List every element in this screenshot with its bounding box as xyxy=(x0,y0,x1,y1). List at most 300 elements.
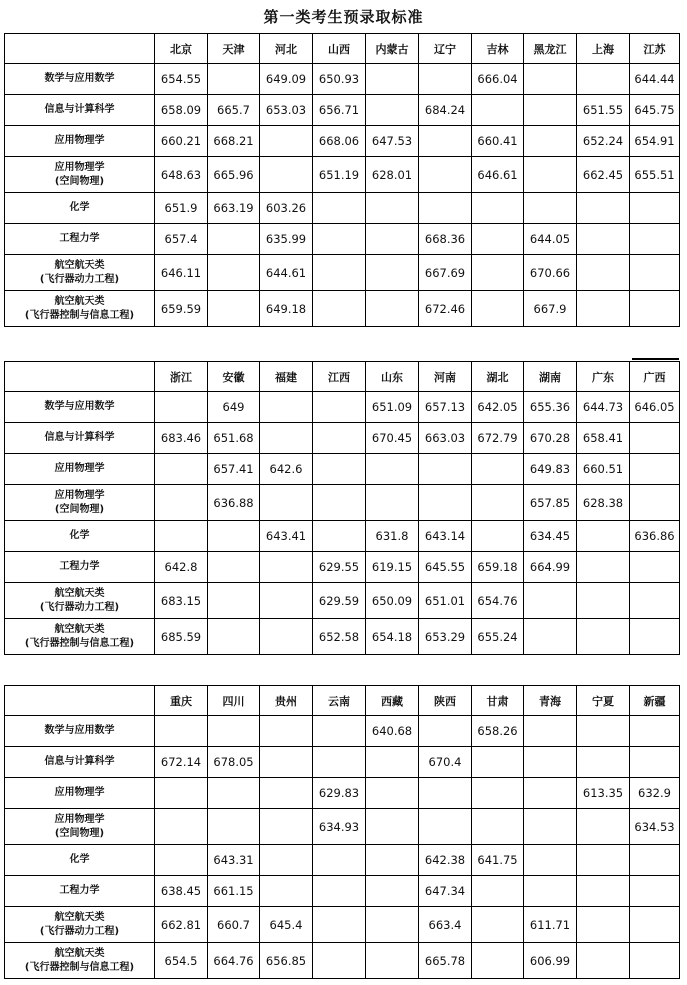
subject-label xyxy=(5,224,155,255)
score-cell: 631.8 xyxy=(366,521,419,552)
province-header: 宁夏 xyxy=(577,686,630,716)
score-cell xyxy=(155,454,208,485)
score-cell: 629.59 xyxy=(313,583,366,619)
score-cell xyxy=(260,845,313,876)
subject-name: 航空航天类 xyxy=(54,911,105,923)
subject-label xyxy=(5,423,155,454)
score-cell xyxy=(313,291,366,327)
subject-name: 应用物理学 xyxy=(54,161,105,173)
score-cell xyxy=(630,224,680,255)
province-header: 陕西 xyxy=(419,686,472,716)
province-header: 上海 xyxy=(577,34,630,64)
subject-label xyxy=(5,255,155,291)
score-cell xyxy=(313,255,366,291)
score-cell: 664.76 xyxy=(208,943,260,979)
score-cell: 656.85 xyxy=(260,943,313,979)
subject-detail: (飞行器动力工程) xyxy=(39,601,120,613)
subject-name: 化学 xyxy=(69,854,90,865)
subject-name: 航空航天类 xyxy=(54,259,105,271)
province-header: 四川 xyxy=(208,686,260,716)
score-cell: 657.13 xyxy=(419,392,472,423)
province-header: 天津 xyxy=(208,34,260,64)
score-cell xyxy=(260,552,313,583)
score-cell: 634.53 xyxy=(630,809,680,845)
score-cell: 642.8 xyxy=(155,552,208,583)
score-cell xyxy=(313,392,366,423)
score-cell: 651.09 xyxy=(366,392,419,423)
score-cell: 651.9 xyxy=(155,193,208,224)
score-cell xyxy=(260,583,313,619)
score-cell xyxy=(524,126,577,157)
score-cell xyxy=(577,809,630,845)
table-row xyxy=(5,454,680,485)
score-cell: 649 xyxy=(208,392,260,423)
score-cell xyxy=(366,907,419,943)
province-header: 湖南 xyxy=(524,362,577,392)
score-cell xyxy=(155,485,208,521)
score-cell: 660.21 xyxy=(155,126,208,157)
score-cell xyxy=(419,716,472,747)
score-cell: 678.05 xyxy=(208,747,260,778)
score-cell: 672.14 xyxy=(155,747,208,778)
score-cell: 651.01 xyxy=(419,583,472,619)
score-cell xyxy=(524,876,577,907)
province-header: 山东 xyxy=(366,362,419,392)
score-cell xyxy=(260,423,313,454)
subject-name: 应用物理学 xyxy=(54,135,105,146)
province-header: 河南 xyxy=(419,362,472,392)
subject-label xyxy=(5,392,155,423)
score-cell xyxy=(366,876,419,907)
score-cell xyxy=(208,291,260,327)
score-cell: 665.96 xyxy=(208,157,260,193)
score-cell: 636.88 xyxy=(208,485,260,521)
score-cell: 611.71 xyxy=(524,907,577,943)
score-cell xyxy=(419,126,472,157)
score-cell: 658.26 xyxy=(472,716,524,747)
score-cell xyxy=(260,876,313,907)
score-cell: 642.38 xyxy=(419,845,472,876)
score-cell xyxy=(313,716,366,747)
score-cell xyxy=(313,943,366,979)
subject-label xyxy=(5,95,155,126)
score-cell xyxy=(366,64,419,95)
province-header: 山西 xyxy=(313,34,366,64)
header-row xyxy=(5,362,680,392)
score-cell xyxy=(472,943,524,979)
table-row xyxy=(5,95,680,126)
score-cell: 683.15 xyxy=(155,583,208,619)
subject-label xyxy=(5,747,155,778)
province-header: 福建 xyxy=(260,362,313,392)
score-cell xyxy=(577,193,630,224)
subject-name: 信息与计算科学 xyxy=(44,104,115,115)
score-cell: 662.45 xyxy=(577,157,630,193)
score-cell xyxy=(313,845,366,876)
score-cell: 672.46 xyxy=(419,291,472,327)
score-cell: 672.79 xyxy=(472,423,524,454)
score-cell xyxy=(630,876,680,907)
score-cell xyxy=(313,454,366,485)
score-cell xyxy=(313,485,366,521)
score-cell: 643.14 xyxy=(419,521,472,552)
province-header: 北京 xyxy=(155,34,208,64)
subject-label xyxy=(5,809,155,845)
province-header: 吉林 xyxy=(472,34,524,64)
province-header: 江西 xyxy=(313,362,366,392)
subject-name: 应用物理学 xyxy=(54,787,105,798)
score-cell: 649.18 xyxy=(260,291,313,327)
score-cell: 644.05 xyxy=(524,224,577,255)
subject-name: 信息与计算科学 xyxy=(44,756,115,767)
score-cell xyxy=(524,64,577,95)
province-header: 河北 xyxy=(260,34,313,64)
page-title: 第一类考生预录取标准 xyxy=(263,8,424,26)
subject-name: 应用物理学 xyxy=(54,463,105,474)
score-cell xyxy=(313,423,366,454)
score-cell xyxy=(313,747,366,778)
province-header: 江苏 xyxy=(630,34,680,64)
subject-label xyxy=(5,521,155,552)
score-cell: 683.46 xyxy=(155,423,208,454)
subject-label xyxy=(5,454,155,485)
score-cell xyxy=(208,64,260,95)
score-cell: 613.35 xyxy=(577,778,630,809)
subject-name: 数学与应用数学 xyxy=(44,401,115,412)
table-row xyxy=(5,423,680,454)
province-header: 辽宁 xyxy=(419,34,472,64)
score-cell xyxy=(419,809,472,845)
subject-name: 应用物理学 xyxy=(54,813,105,825)
score-cell xyxy=(260,392,313,423)
score-cell xyxy=(366,193,419,224)
score-cell: 654.76 xyxy=(472,583,524,619)
score-cell: 684.24 xyxy=(419,95,472,126)
score-cell xyxy=(577,521,630,552)
table-row xyxy=(5,619,680,655)
province-header: 甘肃 xyxy=(472,686,524,716)
table-row xyxy=(5,778,680,809)
score-cell xyxy=(260,485,313,521)
score-cell xyxy=(524,809,577,845)
score-cell xyxy=(630,845,680,876)
score-cell: 648.63 xyxy=(155,157,208,193)
score-cell xyxy=(419,454,472,485)
score-cell xyxy=(155,392,208,423)
subject-label xyxy=(5,943,155,979)
score-cell: 651.55 xyxy=(577,95,630,126)
score-cell xyxy=(419,193,472,224)
score-cell xyxy=(366,95,419,126)
score-cell: 635.99 xyxy=(260,224,313,255)
province-header: 云南 xyxy=(313,686,366,716)
score-cell: 644.61 xyxy=(260,255,313,291)
score-cell: 654.5 xyxy=(155,943,208,979)
score-cell xyxy=(208,778,260,809)
score-cell: 663.19 xyxy=(208,193,260,224)
score-cell: 629.55 xyxy=(313,552,366,583)
score-cell: 652.58 xyxy=(313,619,366,655)
score-cell: 656.71 xyxy=(313,95,366,126)
score-cell: 666.04 xyxy=(472,64,524,95)
table-row xyxy=(5,157,680,193)
table-row xyxy=(5,224,680,255)
score-cell xyxy=(260,126,313,157)
subject-label xyxy=(5,716,155,747)
province-header: 西藏 xyxy=(366,686,419,716)
table-row xyxy=(5,907,680,943)
table-top-divider xyxy=(632,358,679,360)
score-cell: 619.15 xyxy=(366,552,419,583)
score-cell xyxy=(366,224,419,255)
table-row xyxy=(5,552,680,583)
score-cell xyxy=(577,747,630,778)
score-cell xyxy=(524,778,577,809)
table-row xyxy=(5,809,680,845)
score-cell xyxy=(524,95,577,126)
score-cell: 665.78 xyxy=(419,943,472,979)
score-cell xyxy=(472,95,524,126)
score-cell xyxy=(630,619,680,655)
score-cell xyxy=(524,747,577,778)
score-cell xyxy=(155,716,208,747)
score-cell xyxy=(524,716,577,747)
score-cell xyxy=(630,255,680,291)
score-cell: 662.81 xyxy=(155,907,208,943)
score-cell xyxy=(472,485,524,521)
score-cell xyxy=(366,255,419,291)
table-row xyxy=(5,193,680,224)
score-cell xyxy=(472,809,524,845)
score-cell xyxy=(472,255,524,291)
score-cell xyxy=(524,193,577,224)
subject-name: 工程力学 xyxy=(59,233,100,244)
header-row xyxy=(5,686,680,716)
province-header: 浙江 xyxy=(155,362,208,392)
score-cell xyxy=(419,157,472,193)
subject-name: 应用物理学 xyxy=(54,489,105,501)
score-cell: 685.59 xyxy=(155,619,208,655)
score-cell xyxy=(155,521,208,552)
score-cell: 650.09 xyxy=(366,583,419,619)
subject-label xyxy=(5,126,155,157)
score-cell: 670.66 xyxy=(524,255,577,291)
score-cell xyxy=(630,716,680,747)
province-header: 广东 xyxy=(577,362,630,392)
score-cell: 647.34 xyxy=(419,876,472,907)
table-row xyxy=(5,255,680,291)
score-table-1 xyxy=(4,33,680,327)
score-cell: 650.93 xyxy=(313,64,366,95)
subject-label xyxy=(5,619,155,655)
score-cell: 643.31 xyxy=(208,845,260,876)
subject-detail: (飞行器控制与信息工程) xyxy=(24,961,135,973)
score-cell xyxy=(419,485,472,521)
corner-cell xyxy=(5,686,155,716)
table-row xyxy=(5,876,680,907)
subject-detail: (空间物理) xyxy=(54,175,105,187)
score-cell xyxy=(630,423,680,454)
score-cell xyxy=(630,291,680,327)
province-header: 安徽 xyxy=(208,362,260,392)
subject-name: 航空航天类 xyxy=(54,947,105,959)
score-cell xyxy=(577,583,630,619)
score-cell xyxy=(472,521,524,552)
score-cell xyxy=(630,943,680,979)
score-cell xyxy=(472,454,524,485)
score-cell: 645.55 xyxy=(419,552,472,583)
table-row xyxy=(5,485,680,521)
table-row xyxy=(5,716,680,747)
score-cell xyxy=(524,157,577,193)
score-cell xyxy=(366,778,419,809)
subject-label xyxy=(5,157,155,193)
score-cell: 657.4 xyxy=(155,224,208,255)
score-cell: 636.86 xyxy=(630,521,680,552)
score-cell xyxy=(524,845,577,876)
score-cell xyxy=(313,521,366,552)
subject-detail: (空间物理) xyxy=(54,827,105,839)
score-cell: 657.41 xyxy=(208,454,260,485)
score-cell xyxy=(630,193,680,224)
province-header: 贵州 xyxy=(260,686,313,716)
subject-name: 化学 xyxy=(69,530,90,541)
score-cell xyxy=(577,845,630,876)
subject-name: 信息与计算科学 xyxy=(44,432,115,443)
score-cell xyxy=(630,583,680,619)
province-header: 重庆 xyxy=(155,686,208,716)
score-cell xyxy=(577,876,630,907)
score-cell: 665.7 xyxy=(208,95,260,126)
subject-name: 航空航天类 xyxy=(54,623,105,635)
province-header: 广西 xyxy=(630,362,680,392)
score-cell: 649.09 xyxy=(260,64,313,95)
score-cell: 646.05 xyxy=(630,392,680,423)
score-cell: 659.18 xyxy=(472,552,524,583)
score-cell: 667.9 xyxy=(524,291,577,327)
score-cell xyxy=(577,224,630,255)
subject-name: 数学与应用数学 xyxy=(44,73,115,84)
score-cell: 660.51 xyxy=(577,454,630,485)
subject-label xyxy=(5,583,155,619)
score-cell: 640.68 xyxy=(366,716,419,747)
score-cell xyxy=(524,619,577,655)
score-cell xyxy=(313,876,366,907)
table-row xyxy=(5,943,680,979)
score-cell xyxy=(208,224,260,255)
table-row xyxy=(5,583,680,619)
score-cell: 646.61 xyxy=(472,157,524,193)
score-cell xyxy=(419,64,472,95)
subject-detail: (空间物理) xyxy=(54,503,105,515)
score-cell xyxy=(155,809,208,845)
score-cell: 660.41 xyxy=(472,126,524,157)
score-cell xyxy=(260,157,313,193)
score-cell xyxy=(630,485,680,521)
score-cell: 663.4 xyxy=(419,907,472,943)
score-cell: 651.19 xyxy=(313,157,366,193)
subject-name: 航空航天类 xyxy=(54,295,105,307)
subject-label xyxy=(5,291,155,327)
score-cell xyxy=(155,778,208,809)
score-cell xyxy=(366,809,419,845)
score-cell: 657.85 xyxy=(524,485,577,521)
subject-label xyxy=(5,552,155,583)
score-cell xyxy=(313,193,366,224)
score-cell xyxy=(366,291,419,327)
score-cell xyxy=(577,552,630,583)
score-cell: 659.59 xyxy=(155,291,208,327)
score-cell: 629.83 xyxy=(313,778,366,809)
score-cell: 642.6 xyxy=(260,454,313,485)
table-row xyxy=(5,521,680,552)
score-cell xyxy=(366,943,419,979)
score-cell xyxy=(630,907,680,943)
subject-label xyxy=(5,845,155,876)
score-cell xyxy=(313,907,366,943)
score-cell xyxy=(577,907,630,943)
subject-label xyxy=(5,64,155,95)
score-cell: 632.9 xyxy=(630,778,680,809)
score-cell xyxy=(260,716,313,747)
score-cell xyxy=(472,907,524,943)
score-cell: 668.36 xyxy=(419,224,472,255)
province-header: 黑龙江 xyxy=(524,34,577,64)
score-cell xyxy=(208,521,260,552)
table-row xyxy=(5,126,680,157)
score-cell: 661.15 xyxy=(208,876,260,907)
score-cell xyxy=(208,716,260,747)
table-row xyxy=(5,291,680,327)
score-cell: 655.51 xyxy=(630,157,680,193)
score-cell: 606.99 xyxy=(524,943,577,979)
score-cell: 634.45 xyxy=(524,521,577,552)
score-cell xyxy=(208,583,260,619)
score-cell xyxy=(577,64,630,95)
score-cell: 655.24 xyxy=(472,619,524,655)
score-table-3 xyxy=(4,685,680,979)
score-cell: 668.21 xyxy=(208,126,260,157)
score-cell xyxy=(260,747,313,778)
corner-cell xyxy=(5,362,155,392)
score-cell: 670.4 xyxy=(419,747,472,778)
score-cell xyxy=(577,255,630,291)
score-cell xyxy=(472,193,524,224)
subject-label xyxy=(5,876,155,907)
score-cell xyxy=(155,845,208,876)
subject-detail: (飞行器控制与信息工程) xyxy=(24,637,135,649)
subject-name: 化学 xyxy=(69,202,90,213)
score-cell xyxy=(472,747,524,778)
score-cell xyxy=(366,845,419,876)
score-cell: 638.45 xyxy=(155,876,208,907)
score-cell xyxy=(208,255,260,291)
score-table-2 xyxy=(4,361,680,655)
score-cell: 663.03 xyxy=(419,423,472,454)
score-cell xyxy=(208,552,260,583)
score-cell xyxy=(630,454,680,485)
score-cell: 643.41 xyxy=(260,521,313,552)
score-cell: 641.75 xyxy=(472,845,524,876)
subject-detail: (飞行器动力工程) xyxy=(39,273,120,285)
table-row xyxy=(5,392,680,423)
score-cell: 660.7 xyxy=(208,907,260,943)
subject-label xyxy=(5,193,155,224)
province-header: 青海 xyxy=(524,686,577,716)
score-cell xyxy=(260,809,313,845)
subject-name: 工程力学 xyxy=(59,561,100,572)
subject-detail: (飞行器动力工程) xyxy=(39,925,120,937)
